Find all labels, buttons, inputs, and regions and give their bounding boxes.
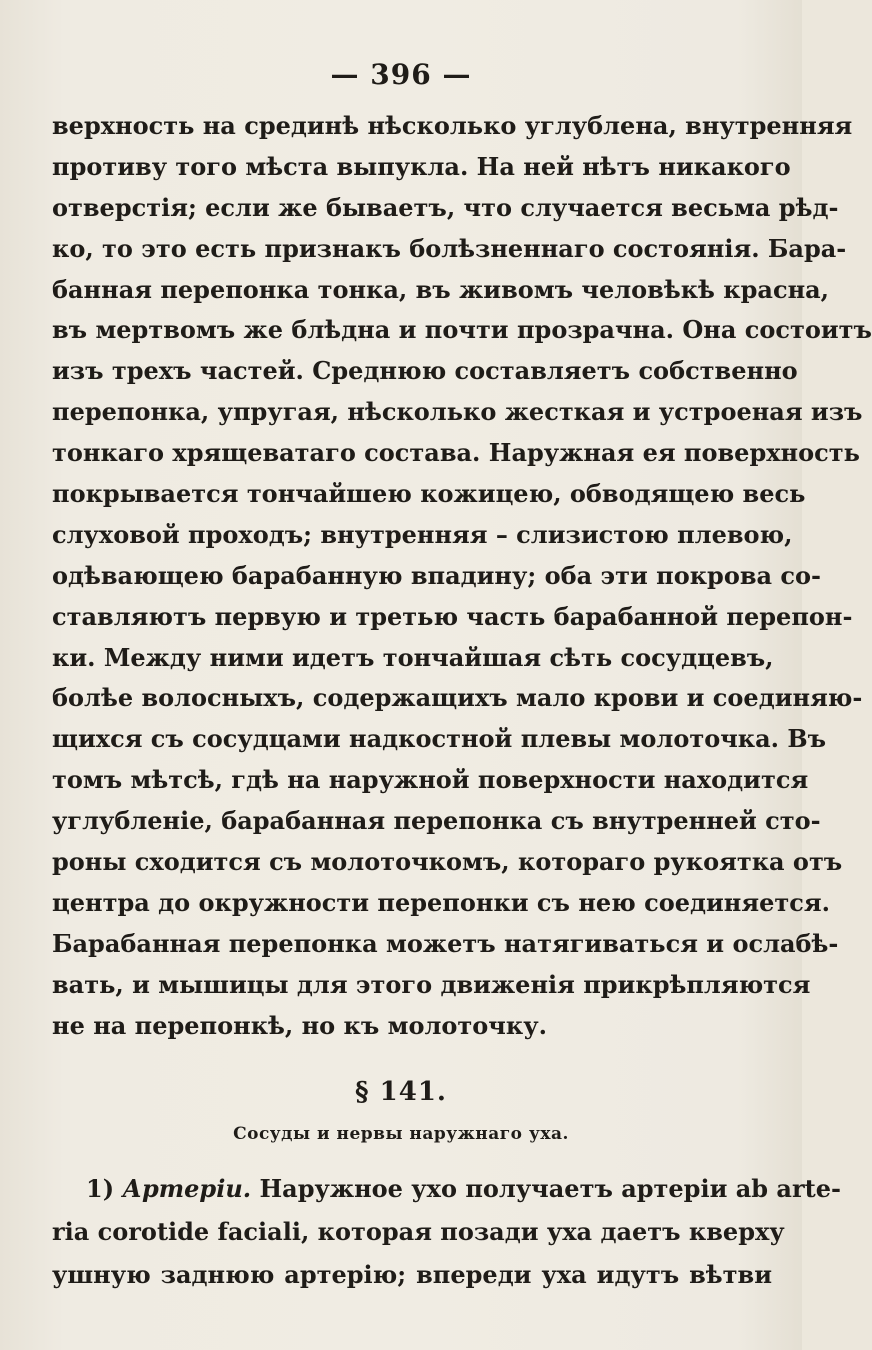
text-line: ки. Между ними идетъ тончайшая сѣть сосудцевъ, (52, 642, 774, 672)
text-line: покрывается тончайшею кожицею, обводящею весь (52, 479, 806, 509)
text-line: изъ трехъ частей. Среднюю составляетъ собственно (52, 356, 798, 386)
text-line: ставляютъ первую и третью часть барабанной перепон- (52, 601, 853, 631)
text-line: банная перепонка тонка, въ живомъ человѣкѣ красна, (52, 274, 830, 304)
text-line: центра до окружности перепонки съ нею соединяется. (52, 887, 830, 917)
text-line: отверстія; если же бываетъ, что случается весьма рѣд- (52, 192, 839, 222)
text-line: ко, то это есть признакъ болѣзненнаго состоянія. Бара- (52, 233, 847, 263)
text-line: углубленіе, барабанная перепонка съ внутренней сто- (52, 806, 821, 836)
text-line: ушную заднюю артерію; впереди уха идутъ вѣтви (52, 1260, 772, 1289)
text-line: Барабанная перепонка можетъ натягиваться и ослабѣ- (52, 928, 839, 958)
list-number: 1) (86, 1174, 115, 1203)
section-title: Сосуды и нервы наружнаго уха. (233, 1124, 569, 1144)
page-number: — 396 — (330, 58, 472, 91)
text-line: болѣе волосныхъ, содержащихъ мало крови и соединяю- (52, 683, 863, 713)
text-line: роны сходится съ молоточкомъ, котораго рукоятка отъ (52, 847, 843, 877)
text-line: въ мертвомъ же блѣдна и почти прозрачна. Она состоитъ (52, 315, 872, 345)
text-line: томъ мѣтсѣ, гдѣ на наружной поверхности находится (52, 765, 809, 795)
text-line: противу того мѣста выпукла. На ней нѣтъ никакого (52, 151, 791, 181)
body-paragraph (52, 1167, 841, 1296)
text-line: одѣвающею барабанную впадину; оба эти покрова со- (52, 560, 821, 590)
body-paragraph (52, 106, 872, 1046)
text-line: перепонка, упругая, нѣсколько жесткая и устроеная изъ (52, 397, 863, 427)
text-line: ria corotide faciali, которая позади уха даетъ кверху (52, 1217, 785, 1246)
text-line: верхность на срединѣ нѣсколько углублена, внутренняя (52, 111, 853, 140)
section-number: § 141. (355, 1077, 447, 1107)
term-italic: Артеріи. (122, 1174, 252, 1203)
text-line: тонкаго хрящеватаго состава. Наружная ея поверхность (52, 438, 860, 468)
text-line: не на перепонкѣ, но къ молоточку. (52, 1010, 547, 1040)
text-line (52, 1167, 841, 1210)
text-run: Наружное ухо получаетъ артеріи ab arte- (259, 1174, 841, 1203)
text-line: щихся съ сосудцами надкостной плевы молоточка. Въ (52, 724, 827, 754)
text-line: вать, и мышицы для этого движенія прикрѣпляются (52, 969, 811, 999)
text-line: слуховой проходъ; внутренняя – слизистою плевою, (52, 519, 793, 549)
